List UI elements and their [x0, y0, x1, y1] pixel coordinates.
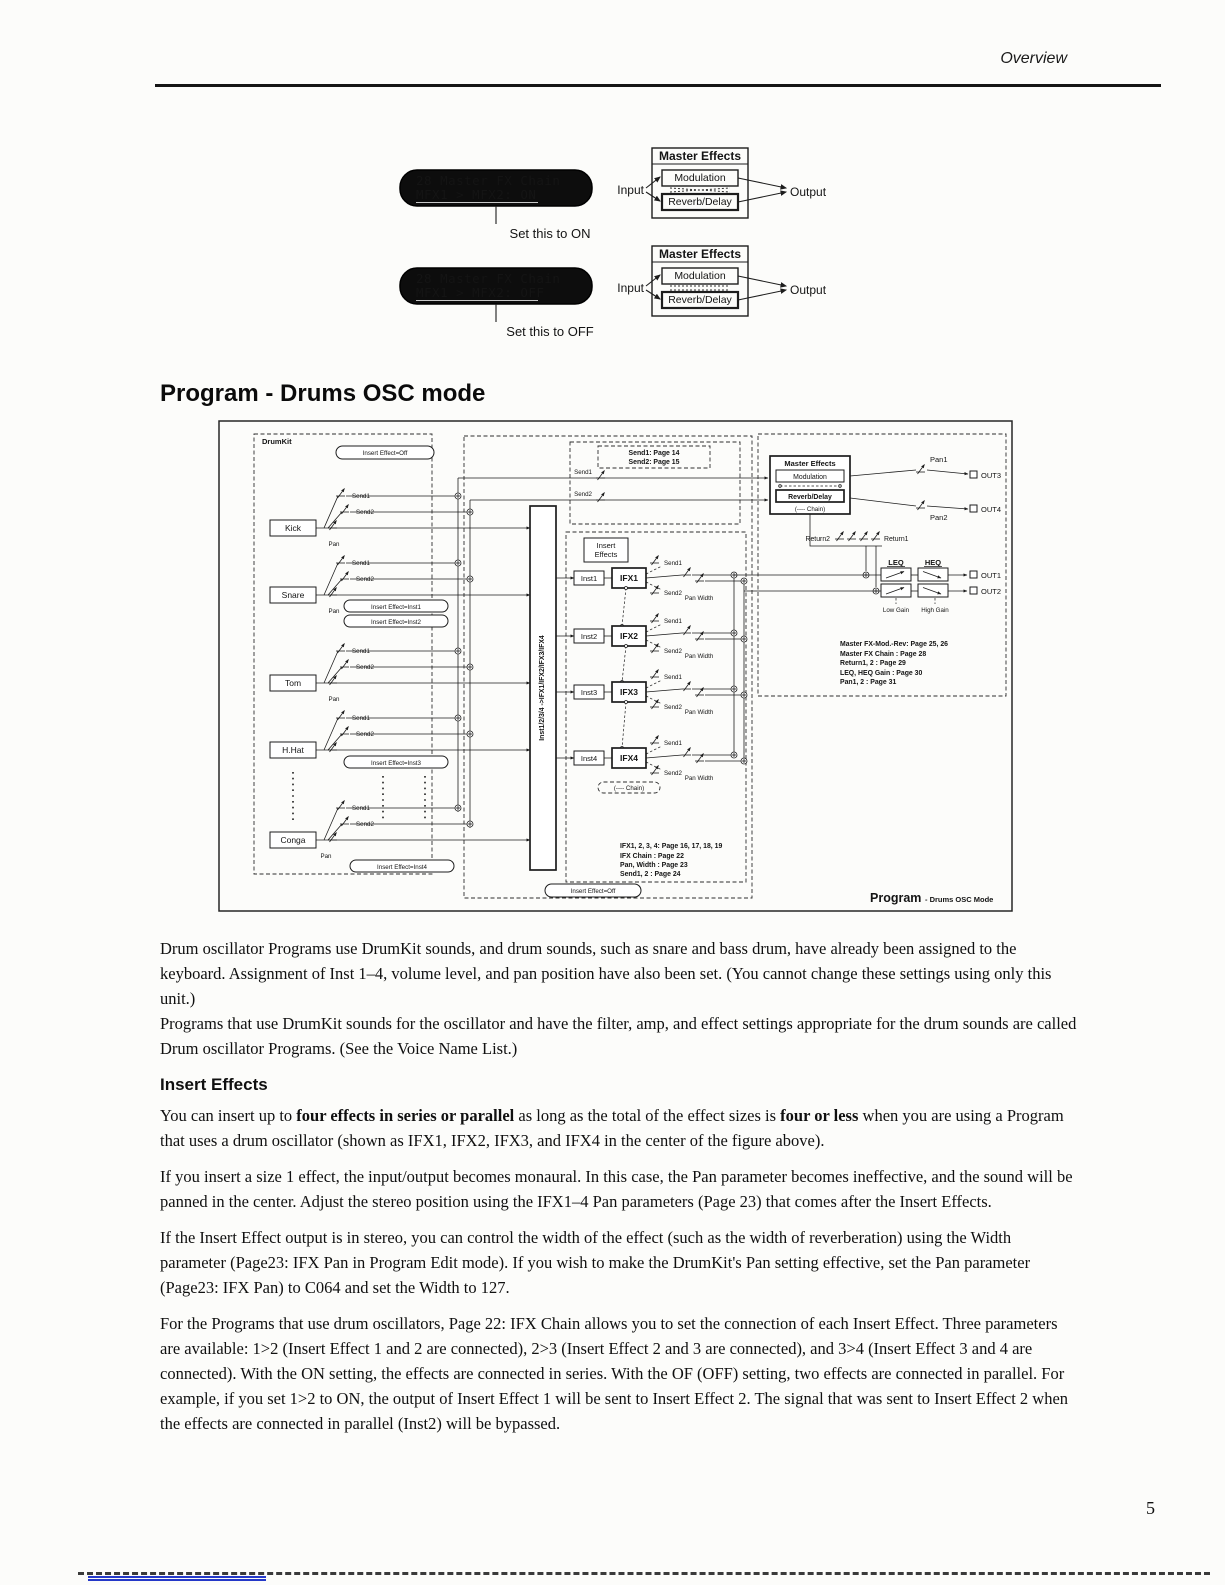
ifx-page-ref: Pan, Width : Page 23 [620, 862, 688, 869]
body-text [160, 936, 1080, 1447]
output-label: Output [790, 283, 827, 297]
insert-effect-off-label: Insert Effect=Off [362, 450, 408, 457]
master-effects-title: Master Effects [658, 149, 742, 163]
send2-label: Send2 [356, 821, 374, 828]
out1-label: OUT1 [981, 571, 1002, 580]
heq-label: HEQ [924, 558, 942, 567]
send2-label: Send2 [664, 770, 682, 777]
insert-effect-off-label: Insert Effect=Off [570, 888, 616, 895]
out2-jack-icon [970, 587, 977, 594]
master-page-ref: Master FX Chain : Page 28 [840, 651, 927, 658]
insert-effect-inst1-label: Insert Effect=Inst1 [371, 604, 421, 611]
lcd-line2: MFX1 > MFX2: OFF [416, 285, 545, 300]
send1-page-ref: Send1: Page 14 [628, 450, 680, 457]
pan-label: Pan [328, 608, 340, 615]
instrument-label: Conga [280, 835, 306, 845]
pan-width-label: Pan Width [684, 709, 714, 716]
drum-row-kick [270, 489, 530, 549]
paragraph-insert-1 [160, 1103, 1080, 1153]
out4-label: OUT4 [981, 505, 1002, 514]
instrument-label: H.Hat [282, 745, 304, 755]
send2-label: Send2 [574, 491, 592, 498]
ifx-page-ref: Send1, 2 : Page 24 [620, 871, 681, 878]
scan-artifact-line [78, 1572, 1210, 1575]
send2-label: Send2 [356, 731, 374, 738]
lcd-line1: 28 Master FX Chain [416, 271, 561, 286]
send1-label: Send1 [352, 715, 370, 722]
send2-label: Send2 [664, 648, 682, 655]
send2-label: Send2 [356, 509, 374, 516]
set-off-caption: Set this to OFF [506, 324, 594, 339]
pan1-label: Pan1 [930, 455, 948, 464]
master-page-ref: Return1, 2 : Page 29 [840, 660, 906, 667]
modulation-label: Modulation [674, 270, 726, 282]
ifx-label: IFX2 [620, 631, 638, 641]
master-chain-label: (---- Chain) [794, 506, 826, 513]
scan-artifact-blue-mark [88, 1576, 266, 1581]
send2-page-ref: Send2: Page 15 [628, 459, 680, 466]
pan-label: Pan [328, 696, 340, 703]
heq-box [918, 584, 948, 597]
send1-label: Send1 [664, 560, 682, 567]
master-page-ref: Pan1, 2 : Page 31 [840, 679, 897, 686]
drum-row-conga [270, 801, 530, 861]
master-fx-on-off-figure [390, 140, 860, 352]
send1-label: Send1 [352, 560, 370, 567]
ifx-chain-label: (---- Chain) [613, 785, 645, 792]
out2-label: OUT2 [981, 587, 1002, 596]
insert-effects-title-2: Effects [594, 550, 618, 559]
out4-jack-icon [970, 505, 977, 512]
out1-jack-icon [970, 571, 977, 578]
send2-label: Send2 [664, 590, 682, 597]
send1-label: Send1 [352, 493, 370, 500]
ifx-row-4 [556, 736, 747, 783]
reverb-delay-label: Reverb/Delay [668, 294, 732, 306]
outputs [970, 471, 1001, 596]
instrument-label: Kick [284, 523, 302, 533]
page-header: Overview [1000, 50, 1067, 67]
input-label: Input [617, 183, 644, 197]
lcd-line2: MFX1 > MFX2: ON [416, 187, 537, 202]
paragraph-drum-osc-2: Programs that use DrumKit sounds for the oscillator and have the filter, amp, and effect settings appropriate for the drum sounds are called Drum oscillator Programs. (See the Voice Name List.) [160, 1014, 1077, 1058]
ifx-row-2 [556, 614, 747, 661]
send2-label: Send2 [356, 664, 374, 671]
text-run-bold: four effects in series or parallel [296, 1106, 515, 1125]
instrument-label: Tom [284, 678, 302, 688]
heq-box [918, 568, 948, 581]
insert-effects-title-1: Insert [596, 541, 616, 550]
header-rule [155, 84, 1161, 87]
drumkit-label: DrumKit [262, 437, 292, 446]
send1-label: Send1 [352, 648, 370, 655]
send2-label: Send2 [356, 576, 374, 583]
input-label: Input [617, 281, 644, 295]
collector-label: Inst1/2/3/4 ->IFX1/IFX2/IFX3/IFX4 [539, 635, 546, 741]
master-effects-diagram-on [617, 148, 826, 218]
drums-osc-mode-diagram [218, 420, 1013, 912]
drum-row-tom [270, 644, 530, 704]
master-effects-title: Master Effects [784, 459, 836, 468]
text-run: You can insert up to [160, 1106, 297, 1125]
insert-effect-inst3-label: Insert Effect=Inst3 [371, 760, 421, 767]
send2-label: Send2 [664, 704, 682, 711]
diagram-caption-sub: - Drums OSC Mode [925, 895, 994, 904]
send1-label: Send1 [352, 805, 370, 812]
master-page-ref: Master FX-Mod.-Rev: Page 25, 26 [840, 641, 948, 648]
send1-label: Send1 [664, 618, 682, 625]
pan-width-label: Pan Width [684, 653, 714, 660]
paragraph-drum-osc-1: Drum oscillator Programs use DrumKit sounds, and drum sounds, such as snare and bass drum, have already been assigned to the keyboard. Assignment of Inst 1–4, volume level, and pan position have also been set. (You cannot change these settings using only this unit.) [160, 939, 1052, 1008]
diagram-caption: Program [870, 891, 922, 905]
lcd-display-off [400, 268, 594, 339]
inst-label: Inst3 [580, 688, 598, 697]
high-gain-label: High Gain [921, 607, 949, 614]
master-effects-diagram-off [617, 246, 826, 316]
send1-label: Send1 [664, 740, 682, 747]
ifx-label: IFX4 [620, 753, 638, 763]
send-pages-box [458, 442, 768, 524]
modulation-label: Modulation [674, 172, 726, 184]
output-label: Output [790, 185, 827, 199]
out3-label: OUT3 [981, 471, 1002, 480]
inst-label: Inst4 [580, 754, 598, 763]
ifx-label: IFX1 [620, 573, 638, 583]
instrument-label: Snare [281, 590, 305, 600]
leq-label: LEQ [888, 558, 904, 567]
text-run-bold: four or less [780, 1106, 859, 1125]
drum-row-hihat [270, 711, 530, 759]
pan-width-label: Pan Width [684, 595, 714, 602]
return2-label: Return2 [805, 536, 830, 543]
pan2-label: Pan2 [930, 513, 948, 522]
master-effects-title: Master Effects [658, 247, 742, 261]
eq-section [734, 558, 967, 614]
master-effects-section [734, 434, 1006, 696]
paragraph-insert-2: If you insert a size 1 effect, the input/output becomes monaural. In this case, the Pan parameter becomes ineffective, and the sound will be panned in the center. Adjust the stereo position using the IFX1–4 Pan parameters (Page 23) that comes after the Insert Effects. [160, 1167, 1073, 1211]
inst-collector [530, 506, 556, 870]
insert-effects-section [556, 532, 747, 882]
reverb-delay-label: Reverb/Delay [788, 494, 832, 501]
ifx-page-ref: IFX1, 2, 3, 4: Page 16, 17, 18, 19 [620, 843, 723, 850]
text-run: when you are using a Program that uses a drum oscillator (shown as IFX1, IFX2, IFX3, and IFX4 in the center of the figure above). [160, 1106, 1064, 1150]
pan-label: Pan [328, 541, 340, 548]
ifx-label: IFX3 [620, 687, 638, 697]
reverb-delay-label: Reverb/Delay [668, 196, 732, 208]
insert-effect-inst4-label: Insert Effect=Inst4 [377, 864, 427, 871]
ifx-page-ref: IFX Chain : Page 22 [620, 853, 684, 860]
section-title: Program - Drums OSC mode [160, 380, 486, 407]
set-on-caption: Set this to ON [509, 226, 591, 241]
ifx-row-3 [556, 670, 747, 717]
insert-effects-heading: Insert Effects [160, 1075, 268, 1094]
send1-label: Send1 [664, 674, 682, 681]
inst-label: Inst2 [580, 632, 598, 641]
lcd-display-on [400, 170, 592, 241]
pan-width-label: Pan Width [684, 775, 714, 782]
lcd-line1: 28 Master FX Chain [416, 173, 561, 188]
insert-effect-inst2-label: Insert Effect=Inst2 [371, 619, 421, 626]
pan-label: Pan [320, 853, 332, 860]
page-number: 5 [1146, 1498, 1155, 1518]
modulation-label: Modulation [793, 474, 827, 481]
low-gain-label: Low Gain [882, 607, 910, 614]
paragraph-insert-4: For the Programs that use drum oscillators, Page 22: IFX Chain allows you to set the connection of each Insert Effect. Three parameters are available: 1>2 (Insert Effect 1 and 2 are connected), 2>3 (Insert Effect 2 and 3 are connected), and 3>4 (Insert Effect 3 and 4 are connected). With the ON setting, the effects are connected in series. With the OF (OFF) setting, two effects are connected in parallel. For example, if you set 1>2 to ON, the output of Insert Effect 1 will be sent to Insert Effect 2. The signal that was sent to Insert Effect 2 when the effects are connected in parallel (Inst2) will be bypassed. [160, 1314, 1069, 1433]
text-run: as long as the total of the effect sizes is [514, 1106, 781, 1125]
return1-label: Return1 [884, 536, 909, 543]
insert-section-boundary [464, 436, 752, 898]
out3-jack-icon [970, 471, 977, 478]
send1-label: Send1 [574, 469, 592, 476]
inst-label: Inst1 [580, 574, 598, 583]
paragraph-insert-3: If the Insert Effect output is in stereo, you can control the width of the effect (such as the width of reverberation) using the Width parameter (Page23: IFX Pan in Program Edit mode). If you wish to make the DrumKit's Pan setting effective, set the Pan parameter (Page23: IFX Pan) to C064 and set the Width to 127. [160, 1228, 1031, 1297]
master-page-ref: LEQ, HEQ Gain : Page 30 [840, 670, 923, 677]
